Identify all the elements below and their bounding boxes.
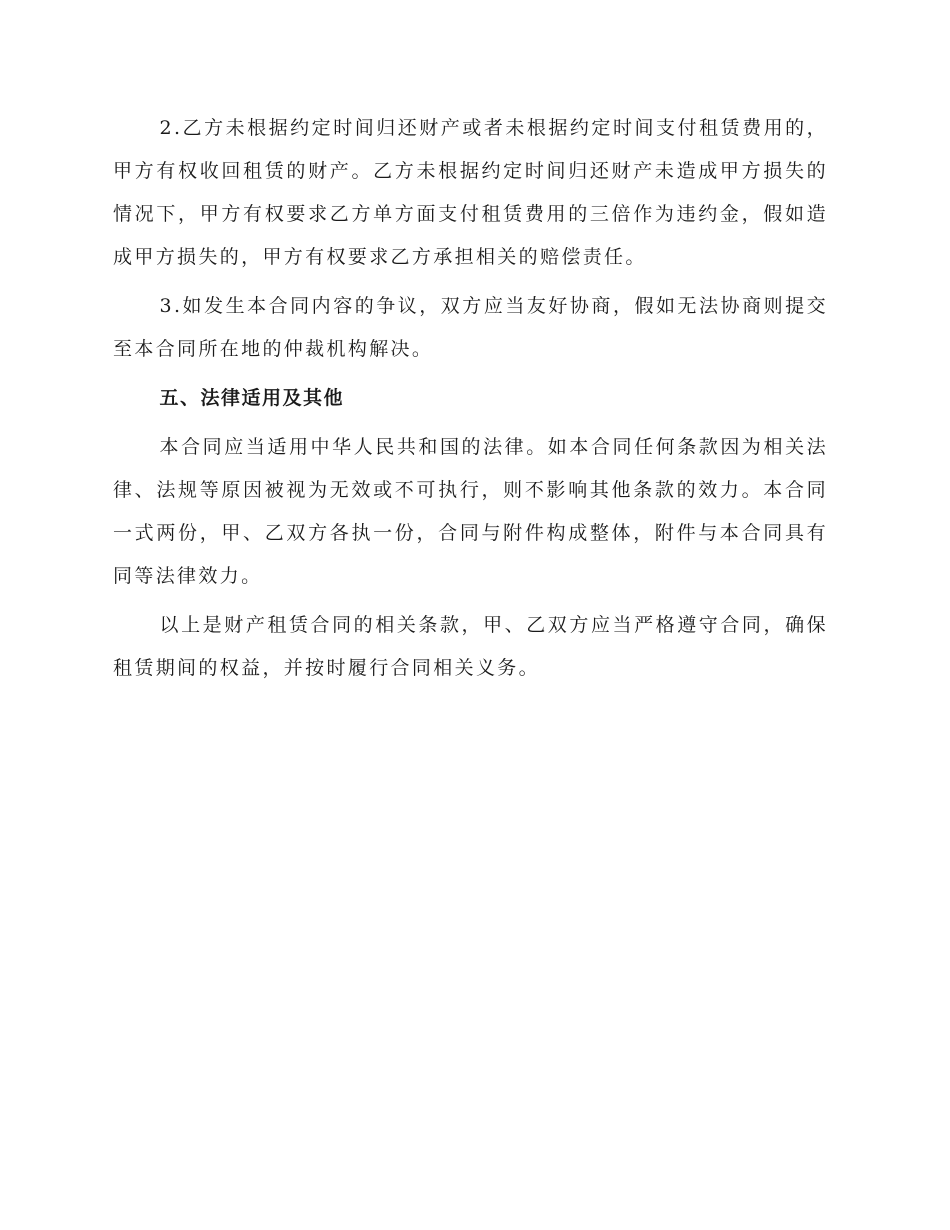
section-heading-applicable-law: 五、法律适用及其他 xyxy=(159,387,345,409)
document-body xyxy=(113,107,828,696)
closing-paragraph: 以上是财产租赁合同的相关条款，甲、乙双方应当严格遵守合同，确保租赁期间的权益，并按时履行合同相关义务。 xyxy=(113,614,828,679)
clause-paragraph-governing-law: 本合同应当适用中华人民共和国的法律。如本合同任何条款因为相关法律、法规等原因被视为无效或不可执行，则不影响其他条款的效力。本合同一式两份，甲、乙双方各执一份，合同与附件构成整体，附件与本合同具有同等法律效力。 xyxy=(113,436,828,587)
clause-paragraph-breach-return: 2.乙方未根据约定时间归还财产或者未根据约定时间支付租赁费用的，甲方有权收回租赁的财产。乙方未根据约定时间归还财产未造成甲方损失的情况下，甲方有权要求乙方单方面支付租赁费用的三倍作为违约金，假如造成甲方损失的，甲方有权要求乙方承担相关的赔偿责任。 xyxy=(113,117,828,268)
clause-paragraph-dispute: 3.如发生本合同内容的争议，双方应当友好协商，假如无法协商则提交至本合同所在地的仲裁机构解决。 xyxy=(113,295,828,360)
